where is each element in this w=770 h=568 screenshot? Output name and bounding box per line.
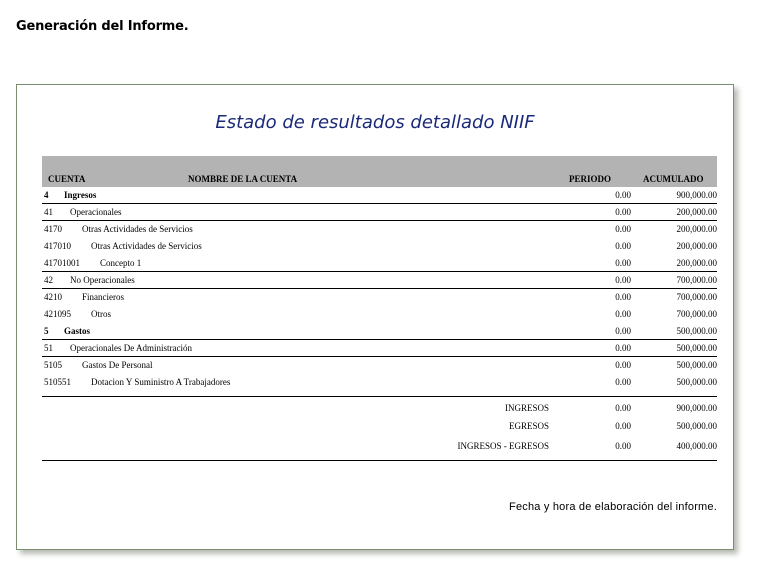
table-body (42, 187, 717, 391)
periodo-value: 0.00 (615, 207, 631, 217)
acumulado-value: 200,000.00 (676, 241, 717, 251)
account-code: 4170 (44, 224, 62, 234)
summary-acumulado-value: 900,000.00 (676, 403, 717, 413)
account-code: 5105 (44, 360, 62, 370)
account-code: 41 (44, 207, 53, 217)
page-heading: Generación del Informe. (16, 19, 189, 34)
account-name: Operacionales (70, 207, 122, 217)
account-code: 41701001 (44, 258, 80, 268)
acumulado-value: 900,000.00 (676, 190, 717, 200)
periodo-value: 0.00 (615, 224, 631, 234)
summary-acumulado-value: 400,000.00 (676, 441, 717, 451)
account-code: 510551 (44, 377, 71, 387)
periodo-value: 0.00 (615, 309, 631, 319)
table-row (42, 306, 717, 323)
summary-divider (42, 460, 717, 461)
table-row (42, 255, 717, 272)
summary-periodo-value: 0.00 (615, 421, 631, 431)
acumulado-value: 700,000.00 (676, 309, 717, 319)
column-header-cuenta: CUENTA (48, 174, 86, 184)
table-row (42, 289, 717, 306)
periodo-value: 0.00 (615, 360, 631, 370)
table-row (42, 204, 717, 221)
periodo-value: 0.00 (615, 190, 631, 200)
acumulado-value: 700,000.00 (676, 292, 717, 302)
account-name: Ingresos (64, 190, 97, 200)
periodo-value: 0.00 (615, 275, 631, 285)
acumulado-value: 500,000.00 (676, 343, 717, 353)
periodo-value: 0.00 (615, 377, 631, 387)
table-header (42, 156, 717, 187)
table-row (42, 323, 717, 340)
summary-label: INGRESOS (504, 403, 549, 413)
account-code: 4210 (44, 292, 62, 302)
account-name: Otras Actividades de Servicios (91, 241, 202, 251)
column-header-nombre: NOMBRE DE LA CUENTA (188, 174, 298, 184)
summary-row (42, 403, 717, 415)
acumulado-value: 500,000.00 (676, 377, 717, 387)
account-code: 417010 (44, 241, 71, 251)
table-row (42, 357, 717, 374)
acumulado-value: 500,000.00 (676, 360, 717, 370)
account-name: No Operacionales (70, 275, 135, 285)
acumulado-value: 200,000.00 (676, 207, 717, 217)
account-name: Otros (91, 309, 111, 319)
summary-label: EGRESOS (508, 421, 549, 431)
table-row (42, 238, 717, 255)
account-code: 51 (44, 343, 53, 353)
account-code: 4 (44, 190, 49, 200)
summary-row (42, 421, 717, 433)
footer-note: Fecha y hora de elaboración del informe. (509, 501, 717, 513)
periodo-value: 0.00 (615, 258, 631, 268)
periodo-value: 0.00 (615, 326, 631, 336)
summary-periodo-value: 0.00 (615, 403, 631, 413)
table-row (42, 187, 717, 204)
account-name: Concepto 1 (100, 258, 142, 268)
column-header-periodo: PERIODO (569, 174, 612, 184)
account-code: 42 (44, 275, 53, 285)
summary-label: INGRESOS - EGRESOS (457, 441, 549, 451)
table-bottom-divider (42, 396, 717, 397)
acumulado-value: 200,000.00 (676, 258, 717, 268)
account-name: Dotacion Y Suministro A Trabajadores (91, 377, 231, 387)
periodo-value: 0.00 (615, 241, 631, 251)
summary-row (42, 441, 717, 453)
acumulado-value: 700,000.00 (676, 275, 717, 285)
acumulado-value: 500,000.00 (676, 326, 717, 336)
summary-periodo-value: 0.00 (615, 441, 631, 451)
account-name: Otras Actividades de Servicios (82, 224, 193, 234)
account-code: 5 (44, 326, 49, 336)
periodo-value: 0.00 (615, 343, 631, 353)
acumulado-value: 200,000.00 (676, 224, 717, 234)
periodo-value: 0.00 (615, 292, 631, 302)
table-row (42, 340, 717, 357)
report-title: Estado de resultados detallado NIIF (215, 112, 535, 133)
account-name: Gastos De Personal (82, 360, 153, 370)
account-name: Gastos (64, 326, 91, 336)
summary-acumulado-value: 500,000.00 (676, 421, 717, 431)
report-frame (16, 84, 734, 550)
table-row (42, 221, 717, 238)
table-row (42, 272, 717, 289)
account-code: 421095 (44, 309, 71, 319)
table-row (42, 374, 717, 391)
account-name: Operacionales De Administración (70, 343, 192, 353)
account-name: Financieros (82, 292, 124, 302)
column-header-acumulado: ACUMULADO (643, 174, 704, 184)
